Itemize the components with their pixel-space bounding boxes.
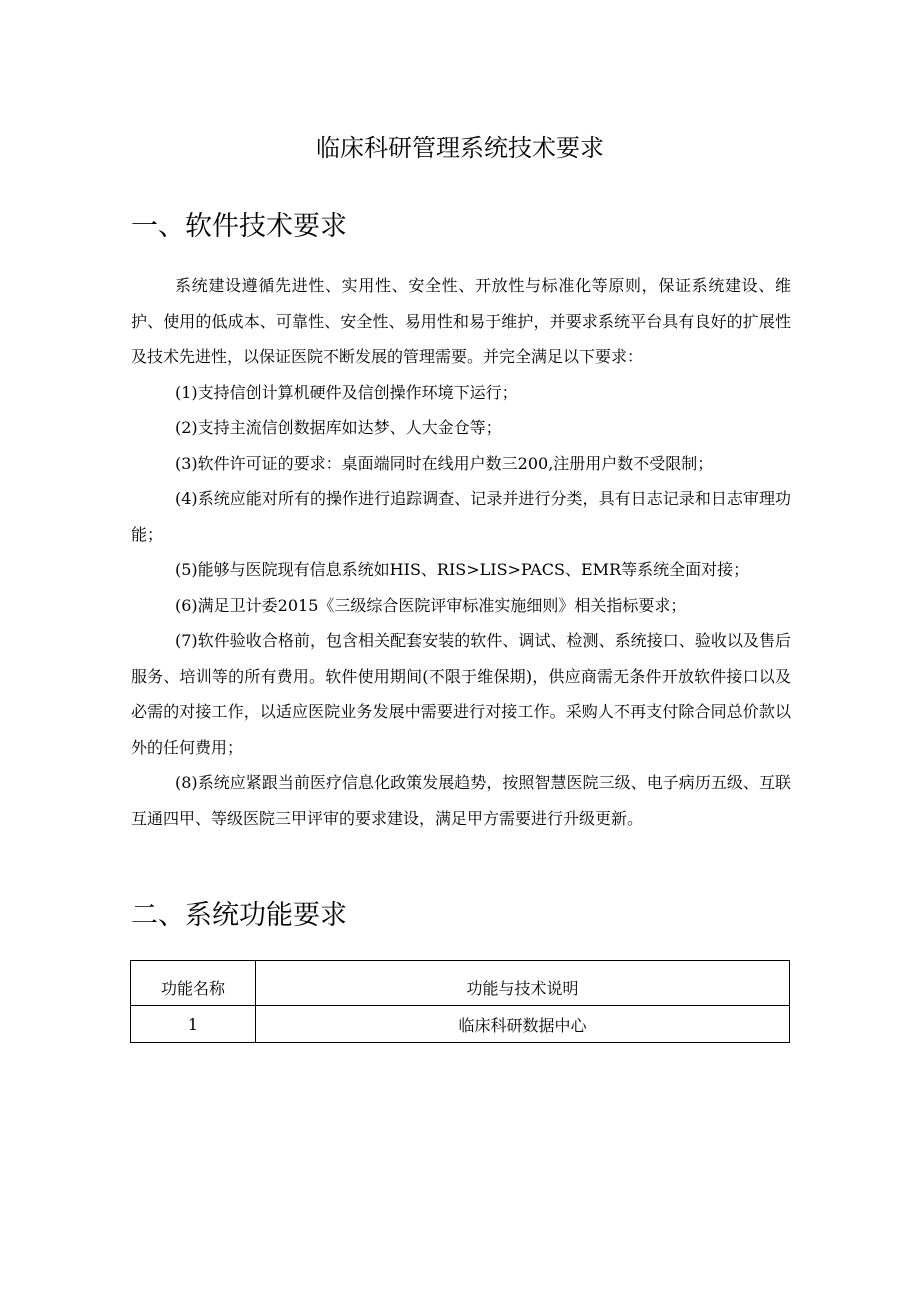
- table-header-row: [131, 961, 790, 1006]
- software-requirements-body: [131, 268, 791, 836]
- document-title: 临床科研管理系统技术要求: [316, 134, 604, 162]
- intro-paragraph: 系统建设遵循先进性、实用性、安全性、开放性与标准化等原则，保证系统建设、维护、使用的低成本、可靠性、安全性、易用性和易于维护，并要求系统平台具有良好的扩展性及技术先进性，以保证医院不断发展的管理需要。并完全满足以下要求：: [131, 276, 791, 366]
- requirement-item-7: (7)软件验收合格前，包含相关配套安装的软件、调试、检测、系统接口、验收以及售后服务、培训等的所有费用。软件使用期间(不限于维保期)，供应商需无条件开放软件接口以及必需的对接工作，以适应医院业务发展中需要进行对接工作。采购人不再支付除合同总价款以外的任何费用；: [131, 631, 791, 757]
- table-header-cell: 功能与技术说明: [256, 961, 790, 1006]
- requirement-item-8: (8)系统应紧跟当前医疗信息化政策发展趋势，按照智慧医院三级、电子病历五级、互联互通四甲、等级医院三甲评审的要求建设，满足甲方需要进行升级更新。: [131, 773, 791, 828]
- requirement-item-5: (5)能够与医院现有信息系统如HIS、RIS>LIS>PACS、EMR等系统全面对接；: [175, 560, 750, 579]
- requirement-item-3: (3)软件许可证的要求：桌面端同时在线用户数三200,注册用户数不受限制；: [175, 453, 714, 473]
- table-header-cell: 功能名称: [131, 961, 256, 1006]
- requirement-item-1: (1)支持信创计算机硬件及信创操作环境下运行；: [175, 382, 518, 402]
- requirement-item-4: (4)系统应能对所有的操作进行追踪调查、记录并进行分类，具有日志记录和日志审理功能；: [131, 489, 791, 544]
- section-heading-functions: 二、系统功能要求: [131, 900, 347, 931]
- table-cell: 临床科研数据中心: [256, 1006, 790, 1043]
- table-row: [131, 1006, 790, 1043]
- requirement-item-6: (6)满足卫计委2015《三级综合医院评审标准实施细则》相关指标要求；: [175, 595, 687, 615]
- requirement-item-2: (2)支持主流信创数据库如达梦、人大金仓等；: [175, 418, 502, 437]
- function-table: [130, 960, 790, 1043]
- section-heading-software: 一、软件技术要求: [131, 211, 347, 242]
- table-cell: 1: [131, 1006, 256, 1043]
